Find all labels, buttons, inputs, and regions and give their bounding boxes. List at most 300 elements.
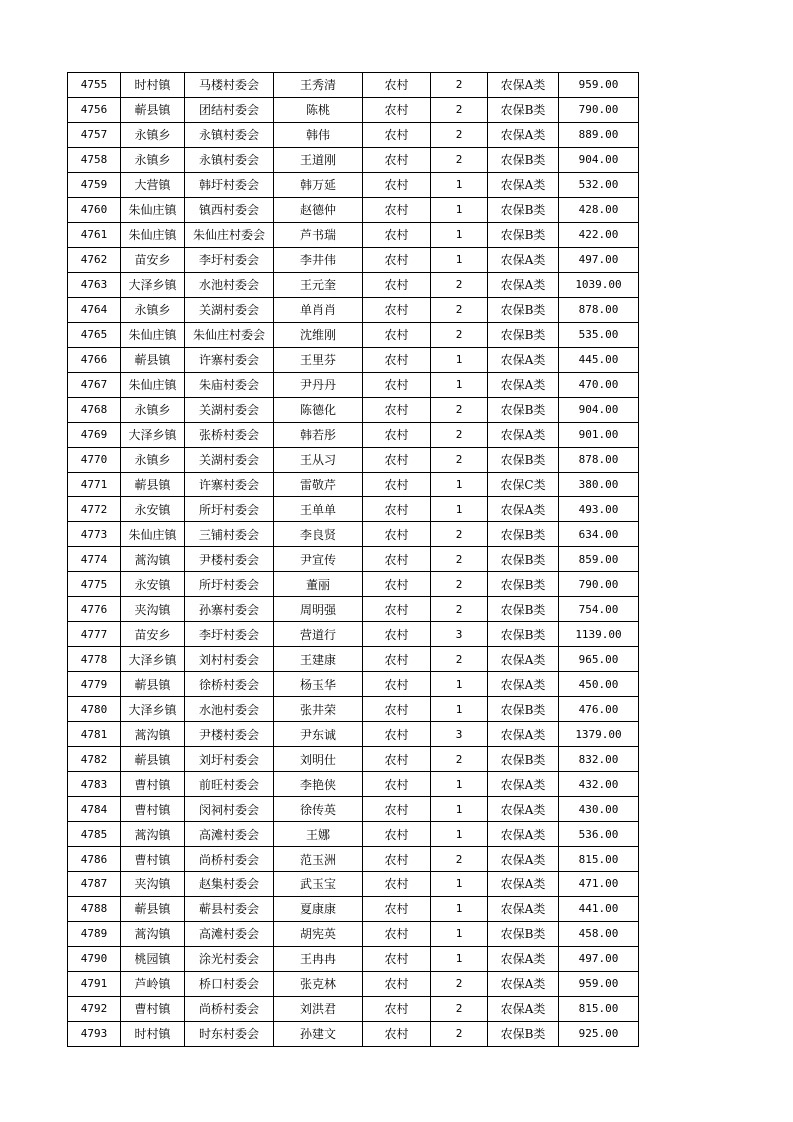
town-cell: 蕲县镇 [121, 347, 185, 372]
name-cell: 尹东诚 [274, 722, 363, 747]
area-type-cell: 农村 [363, 472, 431, 497]
household-size-cell: 2 [431, 422, 488, 447]
table-row [68, 622, 639, 647]
household-size-cell: 1 [431, 247, 488, 272]
insurance-category-cell: 农保B类 [488, 747, 559, 772]
name-cell: 芦书瑞 [274, 222, 363, 247]
table-row [68, 222, 639, 247]
town-cell: 蒿沟镇 [121, 822, 185, 847]
village-committee-cell: 所圩村委会 [185, 497, 274, 522]
insurance-category-cell: 农保A类 [488, 347, 559, 372]
household-size-cell: 2 [431, 522, 488, 547]
area-type-cell: 农村 [363, 921, 431, 946]
table-row [68, 797, 639, 822]
name-cell: 刘明仕 [274, 747, 363, 772]
row-number-cell: 4758 [68, 147, 121, 172]
table-row [68, 896, 639, 921]
row-number-cell: 4788 [68, 896, 121, 921]
amount-cell: 450.00 [559, 672, 639, 697]
town-cell: 曹村镇 [121, 797, 185, 822]
amount-cell: 493.00 [559, 497, 639, 522]
insurance-category-cell: 农保A类 [488, 672, 559, 697]
town-cell: 朱仙庄镇 [121, 522, 185, 547]
village-committee-cell: 刘村村委会 [185, 647, 274, 672]
row-number-cell: 4792 [68, 996, 121, 1021]
table-row [68, 247, 639, 272]
table-row [68, 347, 639, 372]
row-number-cell: 4790 [68, 946, 121, 971]
row-number-cell: 4786 [68, 847, 121, 872]
row-number-cell: 4766 [68, 347, 121, 372]
village-committee-cell: 尚桥村委会 [185, 847, 274, 872]
row-number-cell: 4767 [68, 372, 121, 397]
household-size-cell: 2 [431, 147, 488, 172]
amount-cell: 815.00 [559, 847, 639, 872]
town-cell: 朱仙庄镇 [121, 322, 185, 347]
household-size-cell: 2 [431, 547, 488, 572]
village-committee-cell: 许寨村委会 [185, 472, 274, 497]
name-cell: 武玉宝 [274, 872, 363, 897]
name-cell: 陈德化 [274, 397, 363, 422]
household-size-cell: 2 [431, 971, 488, 996]
household-size-cell: 1 [431, 222, 488, 247]
row-number-cell: 4762 [68, 247, 121, 272]
amount-cell: 380.00 [559, 472, 639, 497]
area-type-cell: 农村 [363, 847, 431, 872]
amount-cell: 965.00 [559, 647, 639, 672]
village-committee-cell: 徐桥村委会 [185, 672, 274, 697]
village-committee-cell: 李圩村委会 [185, 247, 274, 272]
insurance-category-cell: 农保B类 [488, 547, 559, 572]
row-number-cell: 4779 [68, 672, 121, 697]
area-type-cell: 农村 [363, 147, 431, 172]
household-size-cell: 1 [431, 822, 488, 847]
town-cell: 蕲县镇 [121, 896, 185, 921]
household-size-cell: 1 [431, 797, 488, 822]
household-size-cell: 2 [431, 647, 488, 672]
name-cell: 单肖肖 [274, 297, 363, 322]
name-cell: 张克林 [274, 971, 363, 996]
household-size-cell: 1 [431, 197, 488, 222]
amount-cell: 878.00 [559, 447, 639, 472]
amount-cell: 754.00 [559, 597, 639, 622]
insurance-category-cell: 农保A类 [488, 946, 559, 971]
row-number-cell: 4771 [68, 472, 121, 497]
household-size-cell: 2 [431, 847, 488, 872]
row-number-cell: 4781 [68, 722, 121, 747]
row-number-cell: 4782 [68, 747, 121, 772]
table-row [68, 847, 639, 872]
table-row [68, 122, 639, 147]
town-cell: 曹村镇 [121, 847, 185, 872]
town-cell: 大泽乡镇 [121, 272, 185, 297]
name-cell: 孙建文 [274, 1021, 363, 1046]
row-number-cell: 4780 [68, 697, 121, 722]
town-cell: 永镇乡 [121, 122, 185, 147]
village-committee-cell: 尚桥村委会 [185, 996, 274, 1021]
table-row [68, 447, 639, 472]
row-number-cell: 4777 [68, 622, 121, 647]
row-number-cell: 4770 [68, 447, 121, 472]
village-committee-cell: 高滩村委会 [185, 921, 274, 946]
insurance-category-cell: 农保B类 [488, 97, 559, 122]
amount-cell: 441.00 [559, 896, 639, 921]
amount-cell: 471.00 [559, 872, 639, 897]
area-type-cell: 农村 [363, 547, 431, 572]
insurance-category-cell: 农保B类 [488, 622, 559, 647]
amount-cell: 815.00 [559, 996, 639, 1021]
table-row [68, 572, 639, 597]
name-cell: 韩伟 [274, 122, 363, 147]
area-type-cell: 农村 [363, 971, 431, 996]
household-size-cell: 2 [431, 747, 488, 772]
name-cell: 韩万延 [274, 172, 363, 197]
insurance-category-cell: 农保A类 [488, 372, 559, 397]
insurance-category-cell: 农保B类 [488, 447, 559, 472]
household-size-cell: 2 [431, 996, 488, 1021]
household-size-cell: 1 [431, 372, 488, 397]
name-cell: 沈维刚 [274, 322, 363, 347]
area-type-cell: 农村 [363, 672, 431, 697]
village-committee-cell: 韩圩村委会 [185, 172, 274, 197]
area-type-cell: 农村 [363, 622, 431, 647]
name-cell: 王娜 [274, 822, 363, 847]
household-size-cell: 2 [431, 272, 488, 297]
village-committee-cell: 高滩村委会 [185, 822, 274, 847]
village-committee-cell: 团结村委会 [185, 97, 274, 122]
table-body [68, 73, 639, 1047]
insurance-category-cell: 农保B类 [488, 297, 559, 322]
insurance-category-cell: 农保B类 [488, 1021, 559, 1046]
village-committee-cell: 桥口村委会 [185, 971, 274, 996]
village-committee-cell: 赵集村委会 [185, 872, 274, 897]
town-cell: 朱仙庄镇 [121, 372, 185, 397]
household-size-cell: 2 [431, 73, 488, 98]
insurance-category-cell: 农保A类 [488, 422, 559, 447]
insurance-category-cell: 农保B类 [488, 197, 559, 222]
insurance-category-cell: 农保A类 [488, 822, 559, 847]
area-type-cell: 农村 [363, 222, 431, 247]
village-committee-cell: 水池村委会 [185, 697, 274, 722]
town-cell: 时村镇 [121, 73, 185, 98]
table-row [68, 497, 639, 522]
name-cell: 韩若彤 [274, 422, 363, 447]
row-number-cell: 4772 [68, 497, 121, 522]
table-row [68, 1021, 639, 1046]
name-cell: 徐传英 [274, 797, 363, 822]
household-size-cell: 2 [431, 597, 488, 622]
area-type-cell: 农村 [363, 996, 431, 1021]
amount-cell: 1039.00 [559, 272, 639, 297]
town-cell: 大营镇 [121, 172, 185, 197]
name-cell: 营道行 [274, 622, 363, 647]
village-committee-cell: 朱仙庄村委会 [185, 322, 274, 347]
village-committee-cell: 永镇村委会 [185, 147, 274, 172]
table-row [68, 597, 639, 622]
row-number-cell: 4793 [68, 1021, 121, 1046]
amount-cell: 904.00 [559, 397, 639, 422]
row-number-cell: 4773 [68, 522, 121, 547]
area-type-cell: 农村 [363, 347, 431, 372]
household-size-cell: 1 [431, 772, 488, 797]
insurance-category-cell: 农保A类 [488, 647, 559, 672]
name-cell: 王秀清 [274, 73, 363, 98]
table-row [68, 971, 639, 996]
town-cell: 大泽乡镇 [121, 422, 185, 447]
row-number-cell: 4774 [68, 547, 121, 572]
amount-cell: 458.00 [559, 921, 639, 946]
amount-cell: 497.00 [559, 247, 639, 272]
town-cell: 大泽乡镇 [121, 647, 185, 672]
amount-cell: 445.00 [559, 347, 639, 372]
town-cell: 蕲县镇 [121, 672, 185, 697]
insurance-category-cell: 农保A类 [488, 772, 559, 797]
household-size-cell: 1 [431, 497, 488, 522]
amount-cell: 428.00 [559, 197, 639, 222]
household-size-cell: 1 [431, 697, 488, 722]
village-committee-cell: 刘圩村委会 [185, 747, 274, 772]
village-committee-cell: 关湖村委会 [185, 447, 274, 472]
insurance-category-cell: 农保B类 [488, 147, 559, 172]
insurance-category-cell: 农保A类 [488, 872, 559, 897]
insurance-category-cell: 农保C类 [488, 472, 559, 497]
town-cell: 永镇乡 [121, 397, 185, 422]
name-cell: 王元奎 [274, 272, 363, 297]
table-row [68, 372, 639, 397]
amount-cell: 1379.00 [559, 722, 639, 747]
insurance-category-cell: 农保A类 [488, 971, 559, 996]
amount-cell: 889.00 [559, 122, 639, 147]
town-cell: 曹村镇 [121, 996, 185, 1021]
row-number-cell: 4783 [68, 772, 121, 797]
village-committee-cell: 关湖村委会 [185, 297, 274, 322]
village-committee-cell: 涂光村委会 [185, 946, 274, 971]
table-row [68, 297, 639, 322]
village-committee-cell: 许寨村委会 [185, 347, 274, 372]
household-size-cell: 3 [431, 622, 488, 647]
row-number-cell: 4756 [68, 97, 121, 122]
insurance-category-cell: 农保B类 [488, 397, 559, 422]
household-size-cell: 1 [431, 946, 488, 971]
insurance-category-cell: 农保A类 [488, 896, 559, 921]
table-row [68, 147, 639, 172]
household-size-cell: 2 [431, 1021, 488, 1046]
town-cell: 朱仙庄镇 [121, 222, 185, 247]
village-committee-cell: 尹楼村委会 [185, 547, 274, 572]
amount-cell: 532.00 [559, 172, 639, 197]
household-size-cell: 2 [431, 397, 488, 422]
table-row [68, 647, 639, 672]
village-committee-cell: 水池村委会 [185, 272, 274, 297]
table-row [68, 996, 639, 1021]
row-number-cell: 4791 [68, 971, 121, 996]
area-type-cell: 农村 [363, 872, 431, 897]
table-row [68, 422, 639, 447]
household-size-cell: 2 [431, 447, 488, 472]
area-type-cell: 农村 [363, 747, 431, 772]
amount-cell: 859.00 [559, 547, 639, 572]
table-row [68, 272, 639, 297]
row-number-cell: 4760 [68, 197, 121, 222]
row-number-cell: 4759 [68, 172, 121, 197]
data-table [67, 72, 639, 1047]
table-row [68, 322, 639, 347]
row-number-cell: 4775 [68, 572, 121, 597]
village-committee-cell: 前旺村委会 [185, 772, 274, 797]
insurance-category-cell: 农保A类 [488, 996, 559, 1021]
insurance-category-cell: 农保B类 [488, 222, 559, 247]
town-cell: 桃园镇 [121, 946, 185, 971]
amount-cell: 476.00 [559, 697, 639, 722]
area-type-cell: 农村 [363, 647, 431, 672]
town-cell: 夹沟镇 [121, 872, 185, 897]
insurance-category-cell: 农保A类 [488, 722, 559, 747]
row-number-cell: 4789 [68, 921, 121, 946]
village-committee-cell: 关湖村委会 [185, 397, 274, 422]
name-cell: 胡宪英 [274, 921, 363, 946]
name-cell: 董丽 [274, 572, 363, 597]
row-number-cell: 4761 [68, 222, 121, 247]
insurance-category-cell: 农保B类 [488, 597, 559, 622]
area-type-cell: 农村 [363, 372, 431, 397]
area-type-cell: 农村 [363, 572, 431, 597]
amount-cell: 959.00 [559, 971, 639, 996]
village-committee-cell: 时东村委会 [185, 1021, 274, 1046]
village-committee-cell: 永镇村委会 [185, 122, 274, 147]
household-size-cell: 1 [431, 672, 488, 697]
amount-cell: 497.00 [559, 946, 639, 971]
village-committee-cell: 朱庙村委会 [185, 372, 274, 397]
amount-cell: 878.00 [559, 297, 639, 322]
amount-cell: 925.00 [559, 1021, 639, 1046]
insurance-category-cell: 农保A类 [488, 497, 559, 522]
town-cell: 朱仙庄镇 [121, 197, 185, 222]
amount-cell: 432.00 [559, 772, 639, 797]
town-cell: 夹沟镇 [121, 597, 185, 622]
name-cell: 陈桃 [274, 97, 363, 122]
town-cell: 永镇乡 [121, 297, 185, 322]
town-cell: 曹村镇 [121, 772, 185, 797]
table-row [68, 872, 639, 897]
name-cell: 李良贤 [274, 522, 363, 547]
amount-cell: 1139.00 [559, 622, 639, 647]
amount-cell: 832.00 [559, 747, 639, 772]
amount-cell: 535.00 [559, 322, 639, 347]
row-number-cell: 4768 [68, 397, 121, 422]
town-cell: 蕲县镇 [121, 97, 185, 122]
name-cell: 王单单 [274, 497, 363, 522]
area-type-cell: 农村 [363, 946, 431, 971]
name-cell: 夏康康 [274, 896, 363, 921]
area-type-cell: 农村 [363, 597, 431, 622]
name-cell: 雷敬芹 [274, 472, 363, 497]
amount-cell: 430.00 [559, 797, 639, 822]
amount-cell: 470.00 [559, 372, 639, 397]
row-number-cell: 4764 [68, 297, 121, 322]
area-type-cell: 农村 [363, 697, 431, 722]
household-size-cell: 2 [431, 122, 488, 147]
household-size-cell: 1 [431, 872, 488, 897]
insurance-category-cell: 农保A类 [488, 272, 559, 297]
area-type-cell: 农村 [363, 172, 431, 197]
name-cell: 李艳侠 [274, 772, 363, 797]
insurance-category-cell: 农保B类 [488, 322, 559, 347]
village-committee-cell: 李圩村委会 [185, 622, 274, 647]
amount-cell: 959.00 [559, 73, 639, 98]
name-cell: 刘洪君 [274, 996, 363, 1021]
town-cell: 苗安乡 [121, 247, 185, 272]
name-cell: 王建康 [274, 647, 363, 672]
table-row [68, 97, 639, 122]
town-cell: 蕲县镇 [121, 472, 185, 497]
table-row [68, 672, 639, 697]
table-row [68, 172, 639, 197]
area-type-cell: 农村 [363, 896, 431, 921]
name-cell: 尹宣传 [274, 547, 363, 572]
area-type-cell: 农村 [363, 497, 431, 522]
household-size-cell: 1 [431, 472, 488, 497]
table-row [68, 946, 639, 971]
name-cell: 范玉洲 [274, 847, 363, 872]
village-committee-cell: 镇西村委会 [185, 197, 274, 222]
table-row [68, 722, 639, 747]
name-cell: 王冉冉 [274, 946, 363, 971]
household-size-cell: 2 [431, 572, 488, 597]
table-row [68, 522, 639, 547]
area-type-cell: 农村 [363, 1021, 431, 1046]
area-type-cell: 农村 [363, 447, 431, 472]
area-type-cell: 农村 [363, 73, 431, 98]
amount-cell: 536.00 [559, 822, 639, 847]
insurance-category-cell: 农保B类 [488, 921, 559, 946]
table-row [68, 472, 639, 497]
insurance-category-cell: 农保B类 [488, 572, 559, 597]
area-type-cell: 农村 [363, 822, 431, 847]
insurance-category-cell: 农保A类 [488, 172, 559, 197]
area-type-cell: 农村 [363, 797, 431, 822]
area-type-cell: 农村 [363, 297, 431, 322]
table-row [68, 697, 639, 722]
table-row [68, 397, 639, 422]
town-cell: 芦岭镇 [121, 971, 185, 996]
town-cell: 永安镇 [121, 497, 185, 522]
village-committee-cell: 蕲县村委会 [185, 896, 274, 921]
area-type-cell: 农村 [363, 722, 431, 747]
household-size-cell: 2 [431, 322, 488, 347]
row-number-cell: 4755 [68, 73, 121, 98]
amount-cell: 790.00 [559, 97, 639, 122]
insurance-category-cell: 农保B类 [488, 522, 559, 547]
table-row [68, 747, 639, 772]
amount-cell: 422.00 [559, 222, 639, 247]
insurance-category-cell: 农保A类 [488, 847, 559, 872]
household-size-cell: 1 [431, 172, 488, 197]
row-number-cell: 4785 [68, 822, 121, 847]
household-size-cell: 1 [431, 347, 488, 372]
insurance-category-cell: 农保A类 [488, 73, 559, 98]
table-row [68, 921, 639, 946]
household-size-cell: 1 [431, 921, 488, 946]
area-type-cell: 农村 [363, 522, 431, 547]
town-cell: 时村镇 [121, 1021, 185, 1046]
town-cell: 蕲县镇 [121, 747, 185, 772]
village-committee-cell: 三铺村委会 [185, 522, 274, 547]
town-cell: 永安镇 [121, 572, 185, 597]
name-cell: 张井荣 [274, 697, 363, 722]
town-cell: 蒿沟镇 [121, 547, 185, 572]
area-type-cell: 农村 [363, 247, 431, 272]
row-number-cell: 4784 [68, 797, 121, 822]
